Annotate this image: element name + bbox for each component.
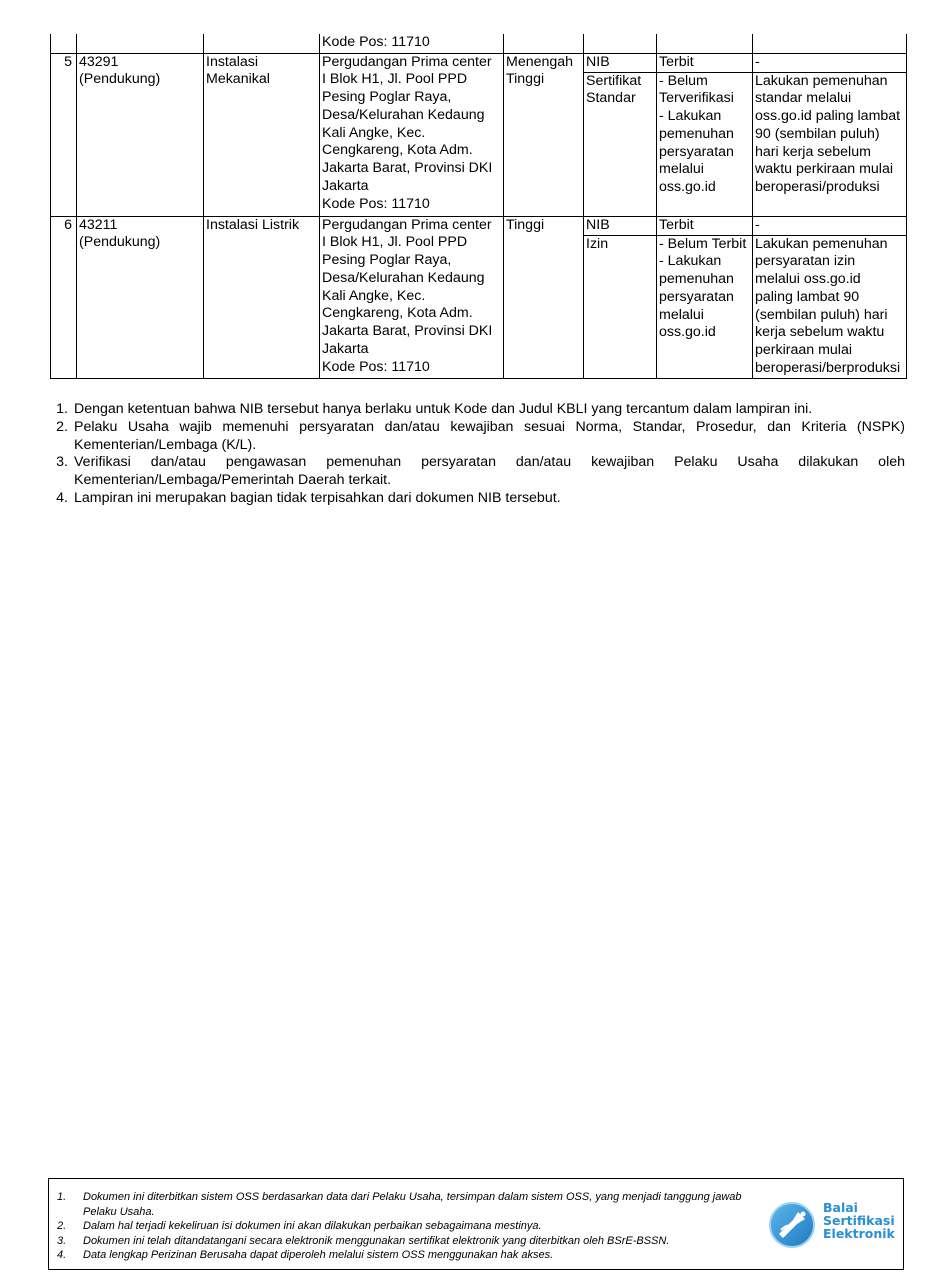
list-item xyxy=(57,1248,769,1263)
item-text: Dengan ketentuan bahwa NIB tersebut hanya berlaku untuk Kode dan Judul KBLI yang tercantum dalam lampiran ini. xyxy=(74,401,813,417)
license-type: NIB xyxy=(584,53,657,72)
logo-line: Elektronik xyxy=(823,1226,895,1241)
license-remark: Lakukan pemenuhan persyaratan izin melalui oss.go.id paling lambat 90 (sembilan puluh) hari kerja sebelum waktu perkiraan mulai beroperasi/berproduksi xyxy=(753,235,907,378)
business-location: Pergudangan Prima center I Blok H1, Jl. Pool PPD Pesing Poglar Raya, Desa/Kelurahan Kedaung Kali Angke, Kec. Cengkareng, Kota Adm. Jakarta Barat, Provinsi DKI Jakarta Kode Pos: 11710 xyxy=(320,53,504,216)
table-row xyxy=(51,216,907,235)
license-type: NIB xyxy=(584,216,657,235)
risk-level: Menengah Tinggi xyxy=(504,53,584,216)
license-status: - Belum Terbit - Lakukan pemenuhan persyaratan melalui oss.go.id xyxy=(657,235,753,378)
license-remark: - xyxy=(753,216,907,235)
row-number: 6 xyxy=(51,216,77,378)
list-item xyxy=(57,1190,769,1219)
item-number: 4. xyxy=(57,1249,67,1261)
item-number: 2. xyxy=(56,418,68,435)
license-remark: - xyxy=(753,53,907,72)
item-number: 1. xyxy=(56,401,68,417)
item-text: Dokumen ini diterbitkan sistem OSS berdasarkan data dari Pelaku Usaha, tersimpan dalam sistem OSS, yang menjadi tanggung jawab Pelaku Usaha. xyxy=(83,1191,742,1218)
license-status: Terbit xyxy=(657,53,753,72)
item-text: Data lengkap Perizinan Berusaha dapat diperoleh melalui sistem OSS menggunakan hak akses. xyxy=(83,1249,554,1261)
row-number: 5 xyxy=(51,53,77,216)
logo-line: Sertifikasi xyxy=(823,1213,895,1228)
item-text: Pelaku Usaha wajib memenuhi persyaratan dan/atau kewajiban sesuai Norma, Standar, Prosedur, dan Kriteria (NSPK) Kementerian/Lembaga (K/L). xyxy=(74,418,905,453)
logo-line: Balai xyxy=(823,1200,858,1215)
list-item xyxy=(48,454,905,490)
bsre-logo xyxy=(767,1197,895,1253)
kbli-title: Instalasi Mekanikal xyxy=(204,53,320,216)
bsre-emblem-icon xyxy=(767,1200,817,1250)
license-type xyxy=(584,34,657,53)
license-type: Sertifikat Standar xyxy=(584,72,657,216)
item-text: Verifikasi dan/atau pengawasan pemenuhan persyaratan dan/atau kewajiban Pelaku Usaha dilakukan oleh Kementerian/Lembaga/Pemerintah Daerah terkait. xyxy=(74,454,905,489)
business-location: Pergudangan Prima center I Blok H1, Jl. Pool PPD Pesing Poglar Raya, Desa/Kelurahan Kedaung Kali Angke, Kec. Cengkareng, Kota Adm. Jakarta Barat, Provinsi DKI Jakarta Kode Pos: 11710 xyxy=(320,216,504,378)
disclaimer-box xyxy=(48,1178,904,1270)
risk-level: Tinggi xyxy=(504,216,584,378)
kbli-title: Instalasi Listrik xyxy=(204,216,320,378)
kbli-table xyxy=(50,34,907,379)
list-item xyxy=(48,401,905,419)
table-row xyxy=(51,34,907,53)
row-number xyxy=(51,34,77,53)
license-type: Izin xyxy=(584,235,657,378)
disclaimer-list xyxy=(57,1190,769,1263)
item-number: 3. xyxy=(57,1234,67,1247)
kbli-code: 43291 (Pendukung) xyxy=(77,53,204,216)
list-item xyxy=(57,1219,769,1234)
kbli-code xyxy=(77,34,204,53)
item-number: 1. xyxy=(57,1191,67,1203)
license-status: Terbit xyxy=(657,216,753,235)
item-text: Dokumen ini telah ditandatangani secara elektronik menggunakan sertifikat elektronik yang diterbitkan oleh BSrE-BSSN. xyxy=(83,1234,670,1247)
business-location: Kode Pos: 11710 xyxy=(320,34,504,53)
item-number: 2. xyxy=(57,1220,67,1232)
item-text: Lampiran ini merupakan bagian tidak terpisahkan dari dokumen NIB tersebut. xyxy=(74,489,561,506)
table-row xyxy=(51,53,907,72)
item-number: 3. xyxy=(56,454,68,471)
bsre-wordmark xyxy=(823,1201,895,1240)
list-item xyxy=(57,1234,769,1249)
list-item xyxy=(48,490,905,508)
item-text: Dalam hal terjadi kekeliruan isi dokumen ini akan dilakukan perbaikan sebagaimana mestinya. xyxy=(83,1220,542,1232)
license-status xyxy=(657,34,753,53)
kbli-code: 43211 (Pendukung) xyxy=(77,216,204,378)
risk-level xyxy=(504,34,584,53)
notes-list xyxy=(48,401,905,508)
kbli-title xyxy=(204,34,320,53)
list-item xyxy=(48,419,905,455)
license-status: - Belum Terverifikasi - Lakukan pemenuhan persyaratan melalui oss.go.id xyxy=(657,72,753,216)
license-remark xyxy=(753,34,907,53)
license-remark: Lakukan pemenuhan standar melalui oss.go.id paling lambat 90 (sembilan puluh) hari kerja sebelum waktu perkiraan mulai beroperasi/produksi xyxy=(753,72,907,216)
item-number: 4. xyxy=(56,489,68,506)
